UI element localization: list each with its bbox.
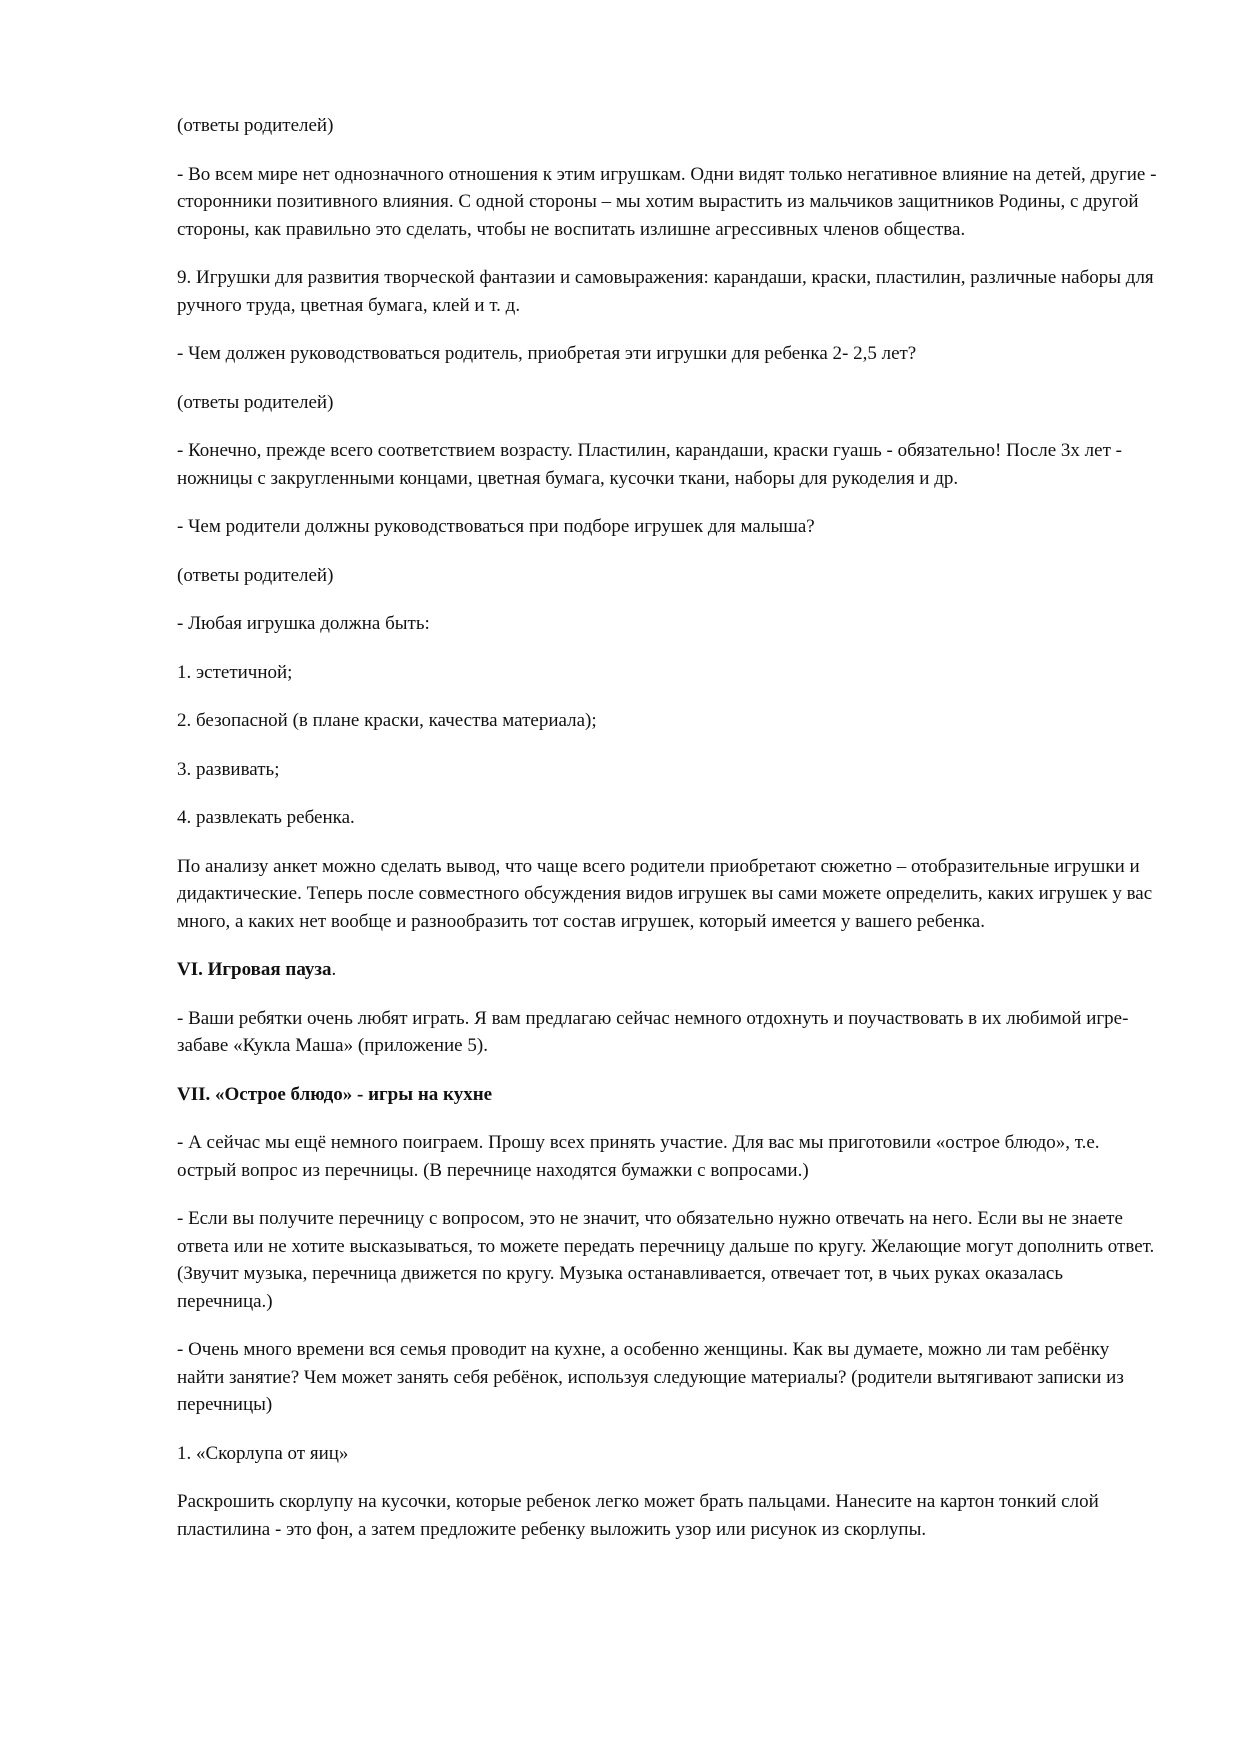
paragraph: (ответы родителей) [177, 115, 334, 136]
list-item: 1. «Скорлупа от яиц» [177, 1442, 349, 1464]
section-heading-7: VII. «Острое блюдо» - игры на кухне [177, 1083, 493, 1105]
paragraph: - Во всем мире нет однозначного отношения к этим игрушкам. Одни видят только негативное влияние на детей, другие - сторонники позитивного влияния. С одной стороны – мы хотим вырастить из мальчиков защитников Родины, с другой стороны, как правильно это сделать, чтобы не воспитать излишне агрессивных членов общества. [177, 163, 1157, 240]
paragraph: - Любая игрушка должна быть: [177, 613, 430, 634]
section-heading-6-text: VI. Игровая пауза [177, 959, 332, 980]
paragraph: - Чем родители должны руководствоваться при подборе игрушек для малыша? [177, 516, 815, 537]
section-heading-6 [177, 956, 1157, 984]
list-item: 2. безопасной (в плане краски, качества материала); [177, 710, 597, 731]
paragraph: (ответы родителей) [177, 391, 334, 413]
paragraph: 9. Игрушки для развития творческой фантазии и самовыражения: карандаши, краски, пластилин, различные наборы для ручного труда, цветная бумага, клей и т. д. [177, 267, 1154, 316]
paragraph: Раскрошить скорлупу на кусочки, которые ребенок легко может брать пальцами. Нанесите на картон тонкий слой пластилина - это фон, а затем предложите ребенку выложить узор или рисунок из скорлупы. [177, 1491, 1099, 1540]
list-item: 4. развлекать ребенка. [177, 807, 355, 828]
paragraph: - Чем должен руководствоваться родитель, приобретая эти игрушки для ребенка 2- 2,5 лет? [177, 343, 917, 364]
paragraph: (ответы родителей) [177, 564, 334, 586]
list-item: 1. эстетичной; [177, 661, 293, 683]
paragraph: - Если вы получите перечницу с вопросом, это не значит, что обязательно нужно отвечать на него. Если вы не знаете ответа или не хотите высказываться, то можете передать перечницу дальше по кругу. Желающие могут дополнить ответ. (Звучит музыка, перечница движется по кругу. Музыка останавливается, отвечает тот, в чьих руках оказалась перечница.) [177, 1208, 1155, 1312]
paragraph: - Ваши ребятки очень любят играть. Я вам предлагаю сейчас немного отдохнуть и поучаствовать в их любимой игре-забаве «Кукла Маша» (приложение 5). [177, 1007, 1129, 1056]
paragraph: - Конечно, прежде всего соответствием возрасту. Пластилин, карандаши, краски гуашь - обязательно! После 3х лет - ножницы с закругленными концами, цветная бумага, кусочки ткани, наборы для рукоделия и др. [177, 440, 1122, 489]
paragraph: По анализу анкет можно сделать вывод, что чаще всего родители приобретают сюжетно – отобразительные игрушки и дидактические. Теперь после совместного обсуждения видов игрушек вы сами можете определить, каких игрушек у вас много, а каких нет вообще и разнообразить тот состав игрушек, который имеется у вашего ребенка. [177, 855, 1153, 932]
section-heading-6-period: . [331, 959, 337, 980]
document-page [177, 112, 1157, 1564]
list-item: 3. развивать; [177, 758, 280, 780]
paragraph: - Очень много времени вся семья проводит на кухне, а особенно женщины. Как вы думаете, можно ли там ребёнку найти занятие? Чем может занять себя ребёнок, используя следующие материалы? (родители вытягивают записки из перечницы) [177, 1339, 1124, 1415]
paragraph: - А сейчас мы ещё немного поиграем. Прошу всех принять участие. Для вас мы приготовили «острое блюдо», т.е. острый вопрос из перечницы. (В перечнице находятся бумажки с вопросами.) [177, 1132, 1100, 1181]
